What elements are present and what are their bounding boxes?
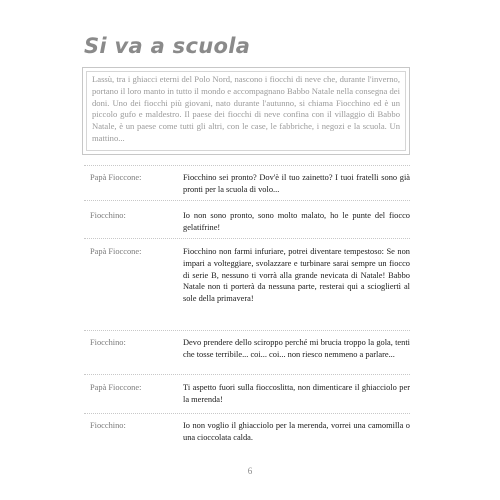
divider (84, 238, 410, 239)
page-number: 6 (247, 466, 253, 476)
dialogue-line: Fiocchino non farmi infuriare, potrei diventare tempestoso: Se non impari a volteggiare, svolazzare e turbinare sarai sempre un fiocco di serie B, nessuno ti vorrà alla grande nevicata di Natale! Babbo Natale non ti porterà da nessuna parte, resterai qui a sciogliertì al sole della primavera! (183, 247, 410, 304)
dialogue-line: Devo prendere dello sciroppo perché mi brucia troppo la gola, tenti che tosse terribile... coi... coi... non riesco nemmeno a parlare... (183, 338, 410, 359)
intro-box (82, 67, 410, 155)
dialogue-line: Ti aspetto fuori sulla fioccoslitta, non dimenticare il ghiacciolo per la merenda! (183, 383, 410, 404)
speaker-label: Fiocchino: (90, 421, 126, 430)
speaker-label: Fiocchino: (90, 211, 126, 220)
speaker-label: Fiocchino: (90, 338, 126, 347)
divider (84, 165, 410, 166)
intro-text: Lassù, tra i ghiacci eterni del Polo Nord, nascono i fiocchi di neve che, durante l'inverno, portano il loro manto in tutto il mondo e accompagnano Babbo Natale nella consegna dei doni. Uno dei fiocchi più giovani, nato durante l'autunno, si chiama Fiocchino ed è un piccolo gufo e maldestro. Il paese dei fiocchi di neve confina con il villaggio di Babbo Natale, è un paese come tutti gli altri, con le case, le fabbriche, i negozi e la scuola. Un mattino... (86, 71, 406, 151)
divider (84, 330, 410, 331)
speaker-label: Papà Fioccone: (90, 247, 142, 256)
speaker-label: Papà Fioccone: (90, 173, 142, 182)
divider (84, 200, 410, 201)
dialogue-line: Fiocchino sei pronto? Dov'è il tuo zainetto? I tuoi fratelli sono già pronti per la scuola di volo... (183, 173, 410, 194)
divider (84, 413, 410, 414)
dialogue-line: Io non sono pronto, sono molto malato, ho le punte del fiocco gelatifrine! (183, 211, 410, 232)
dialogue-line: Io non voglio il ghiacciolo per la merenda, vorrei una camomilla o una cioccolata calda. (183, 421, 410, 442)
speaker-label: Papà Fioccone: (90, 383, 142, 392)
divider (84, 374, 410, 375)
page-title: Si va a scuola (84, 34, 251, 58)
